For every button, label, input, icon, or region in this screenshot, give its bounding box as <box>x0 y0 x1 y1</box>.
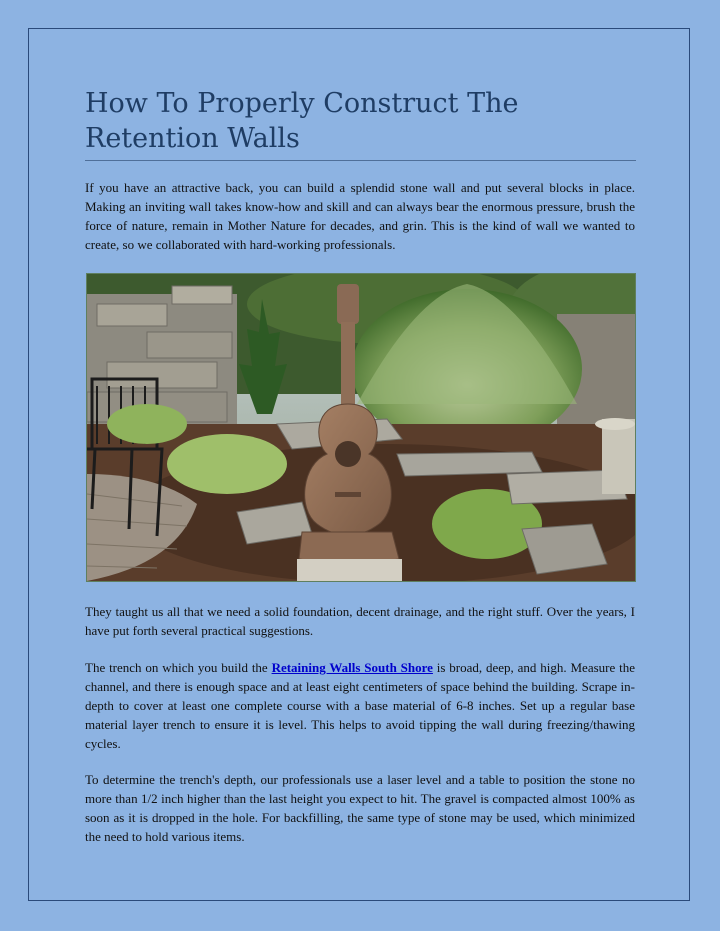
paragraph-trench-intro: The trench on which you build the <box>85 660 272 675</box>
title-divider <box>85 160 636 161</box>
paragraph-trench <box>85 658 635 753</box>
page-title: How To Properly Construct The Retention Walls <box>85 88 519 154</box>
paragraph-trench-body: is broad, deep, and high. Measure the channel, and there is enough space and at least eight centimeters of space behind the building. Scrape in-depth to cover at least one complete course with a base material of 6-8 inches. Set up a regular base material layer trench to ensure it is level. This helps to avoid tipping the wall during freezing/thawing cycles. <box>85 660 635 751</box>
paragraph-intro: If you have an attractive back, you can build a splendid stone wall and put several blocks in place. Making an inviting wall takes know-how and skill and can always bear the enormous pressure, brush the force of nature, remain in Mother Nature for decades, and grin. This is the kind of wall we wanted to create, so we collaborated with hard-working professionals. <box>85 180 635 252</box>
paragraph-foundation: They taught us all that we need a solid foundation, decent drainage, and the right stuff. Over the years, I have put forth several practical suggestions. <box>85 604 635 638</box>
retaining-walls-link[interactable]: Retaining Walls South Shore <box>271 660 433 675</box>
paragraph-depth: To determine the trench's depth, our professionals use a laser level and a table to position the stone no more than 1/2 inch higher than the last height you expect to hit. The gravel is compacted almost 100% as soon as it is dropped in the hole. For backfilling, the same type of stone may be used, which minimized the need to hold various items. <box>85 772 635 844</box>
garden-guitar-photo <box>86 273 636 582</box>
